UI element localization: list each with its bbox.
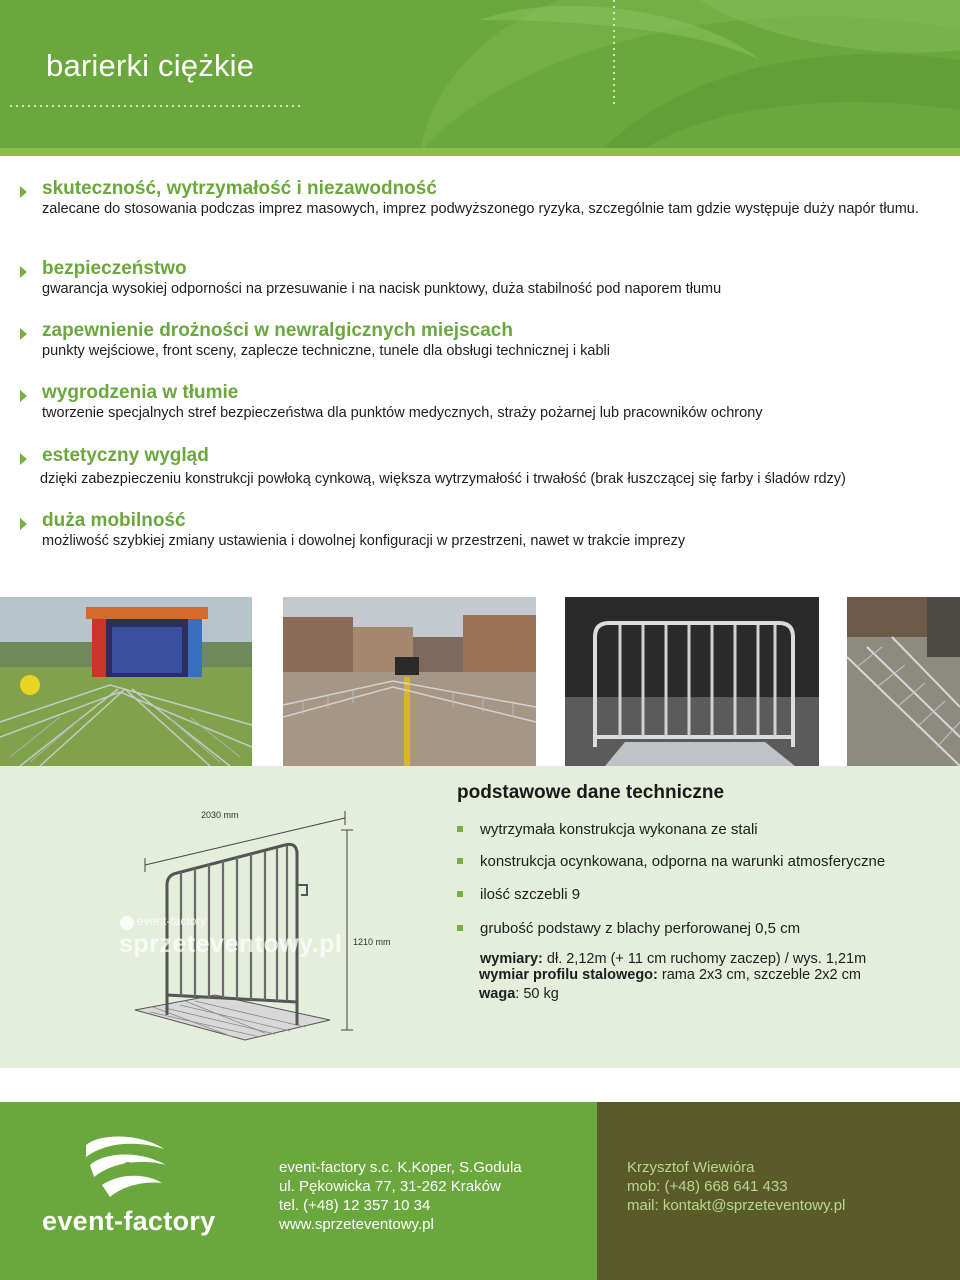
feature-title: zapewnienie drożności w newralgicznych miejscach: [42, 320, 513, 341]
tech-item: [457, 821, 758, 838]
profile-label: wymiar profilu stalowego:: [479, 967, 658, 983]
company-address: ul. Pękowicka 77, 31-262 Kraków: [279, 1178, 501, 1195]
footer-spacer: [0, 1068, 960, 1102]
feature-desc: tworzenie specjalnych stref bezpieczeństwa dla punktów medycznych, straży pożarnej lub pracowników ochrony: [42, 405, 763, 421]
page-title: barierki ciężkie: [46, 48, 255, 83]
logo-wordmark: event-factory: [42, 1206, 216, 1236]
tech-item: [457, 920, 800, 937]
barrier-diagram: [105, 790, 435, 1055]
tech-item-text: wytrzymała konstrukcja wykonana ze stali: [480, 821, 758, 838]
weight-value: : 50 kg: [515, 986, 559, 1002]
tech-item-text: konstrukcja ocynkowana, odporna na warunki atmosferyczne: [480, 853, 886, 870]
header-divider: [0, 148, 960, 156]
feature-desc: punkty wejściowe, front sceny, zaplecze techniczne, tunele dla obsługi technicznej i kabli: [42, 343, 610, 359]
profile-value: rama 2x3 cm, szczeble 2x2 cm: [657, 967, 861, 983]
dimensions-line: [480, 951, 866, 967]
company-website-link[interactable]: www.sprzeteventowy.pl: [279, 1216, 434, 1233]
weight-line: [479, 986, 559, 1002]
arrow-right-icon: [20, 328, 27, 340]
feature-desc: gwarancja wysokiej odporności na przesuwanie i na nacisk punktowy, duża stabilność pod naporem tłumu: [42, 281, 722, 297]
width-dimension-label: 2030 mm: [201, 810, 239, 820]
height-dimension-label: 1210 mm: [353, 937, 391, 947]
dimensions-value: dł. 2,12m (+ 11 cm ruchomy zaczep) / wys. 1,21m: [542, 951, 867, 967]
photo-barrier-row: [847, 597, 960, 766]
event-factory-logo-icon: [80, 1135, 170, 1201]
tech-item: [457, 886, 580, 903]
square-bullet-icon: [457, 925, 463, 931]
square-bullet-icon: [457, 826, 463, 832]
feature-desc: możliwość szybkiej zmiany ustawienia i dowolnej konfiguracji w przestrzeni, nawet w trakcie imprezy: [42, 533, 686, 549]
tech-item-text: grubość podstawy z blachy perforowanej 0,5 cm: [480, 920, 801, 937]
feature-title: skuteczność, wytrzymałość i niezawodność: [42, 178, 437, 199]
tech-title: podstawowe dane techniczne: [457, 782, 725, 803]
photo-stage-barriers: [0, 597, 252, 766]
feature-title: wygrodzenia w tłumie: [42, 382, 239, 403]
watermark-large: sprzeteventowy.pl: [119, 930, 343, 958]
profile-line: [479, 967, 861, 983]
company-phone: tel. (+48) 12 357 10 34: [279, 1197, 431, 1214]
contact-mobile: mob: (+48) 668 641 433: [627, 1178, 788, 1195]
tech-item-text: ilość szczebli 9: [480, 886, 581, 903]
watermark-small: event-factory: [137, 914, 207, 928]
square-bullet-icon: [457, 891, 463, 897]
square-bullet-icon: [457, 858, 463, 864]
arrow-right-icon: [20, 390, 27, 402]
tech-item: [457, 853, 885, 870]
feature-title: duża mobilność: [42, 510, 186, 531]
company-name: event-factory s.c. K.Koper, S.Godula: [279, 1159, 522, 1176]
feature-title: estetyczny wygląd: [42, 445, 209, 466]
company-info: [279, 1158, 522, 1234]
contact-email-link[interactable]: mail: kontakt@sprzeteventowy.pl: [627, 1197, 846, 1214]
feature-title: bezpieczeństwo: [42, 258, 187, 279]
arrow-right-icon: [20, 453, 27, 465]
contact-info: [627, 1158, 845, 1215]
photo-barrier-closeup: [565, 597, 819, 766]
arrow-right-icon: [20, 266, 27, 278]
arrow-right-icon: [20, 518, 27, 530]
contact-person: Krzysztof Wiewióra: [627, 1159, 755, 1176]
weight-label: waga: [479, 986, 516, 1002]
feature-desc: zalecane do stosowania podczas imprez masowych, imprez podwyższonego ryzyka, szczególnie tam gdzie występuje duży napór tłumu.: [42, 201, 919, 217]
header-banner: [0, 0, 960, 152]
dimensions-label: wymiary:: [480, 951, 543, 967]
photo-square-barriers: [283, 597, 536, 766]
arrow-right-icon: [20, 186, 27, 198]
feature-desc: dzięki zabezpieczeniu konstrukcji powłoką cynkową, większa wytrzymałość i trwałość (brak łuszczącej się farby i śladów rdzy): [40, 471, 846, 487]
